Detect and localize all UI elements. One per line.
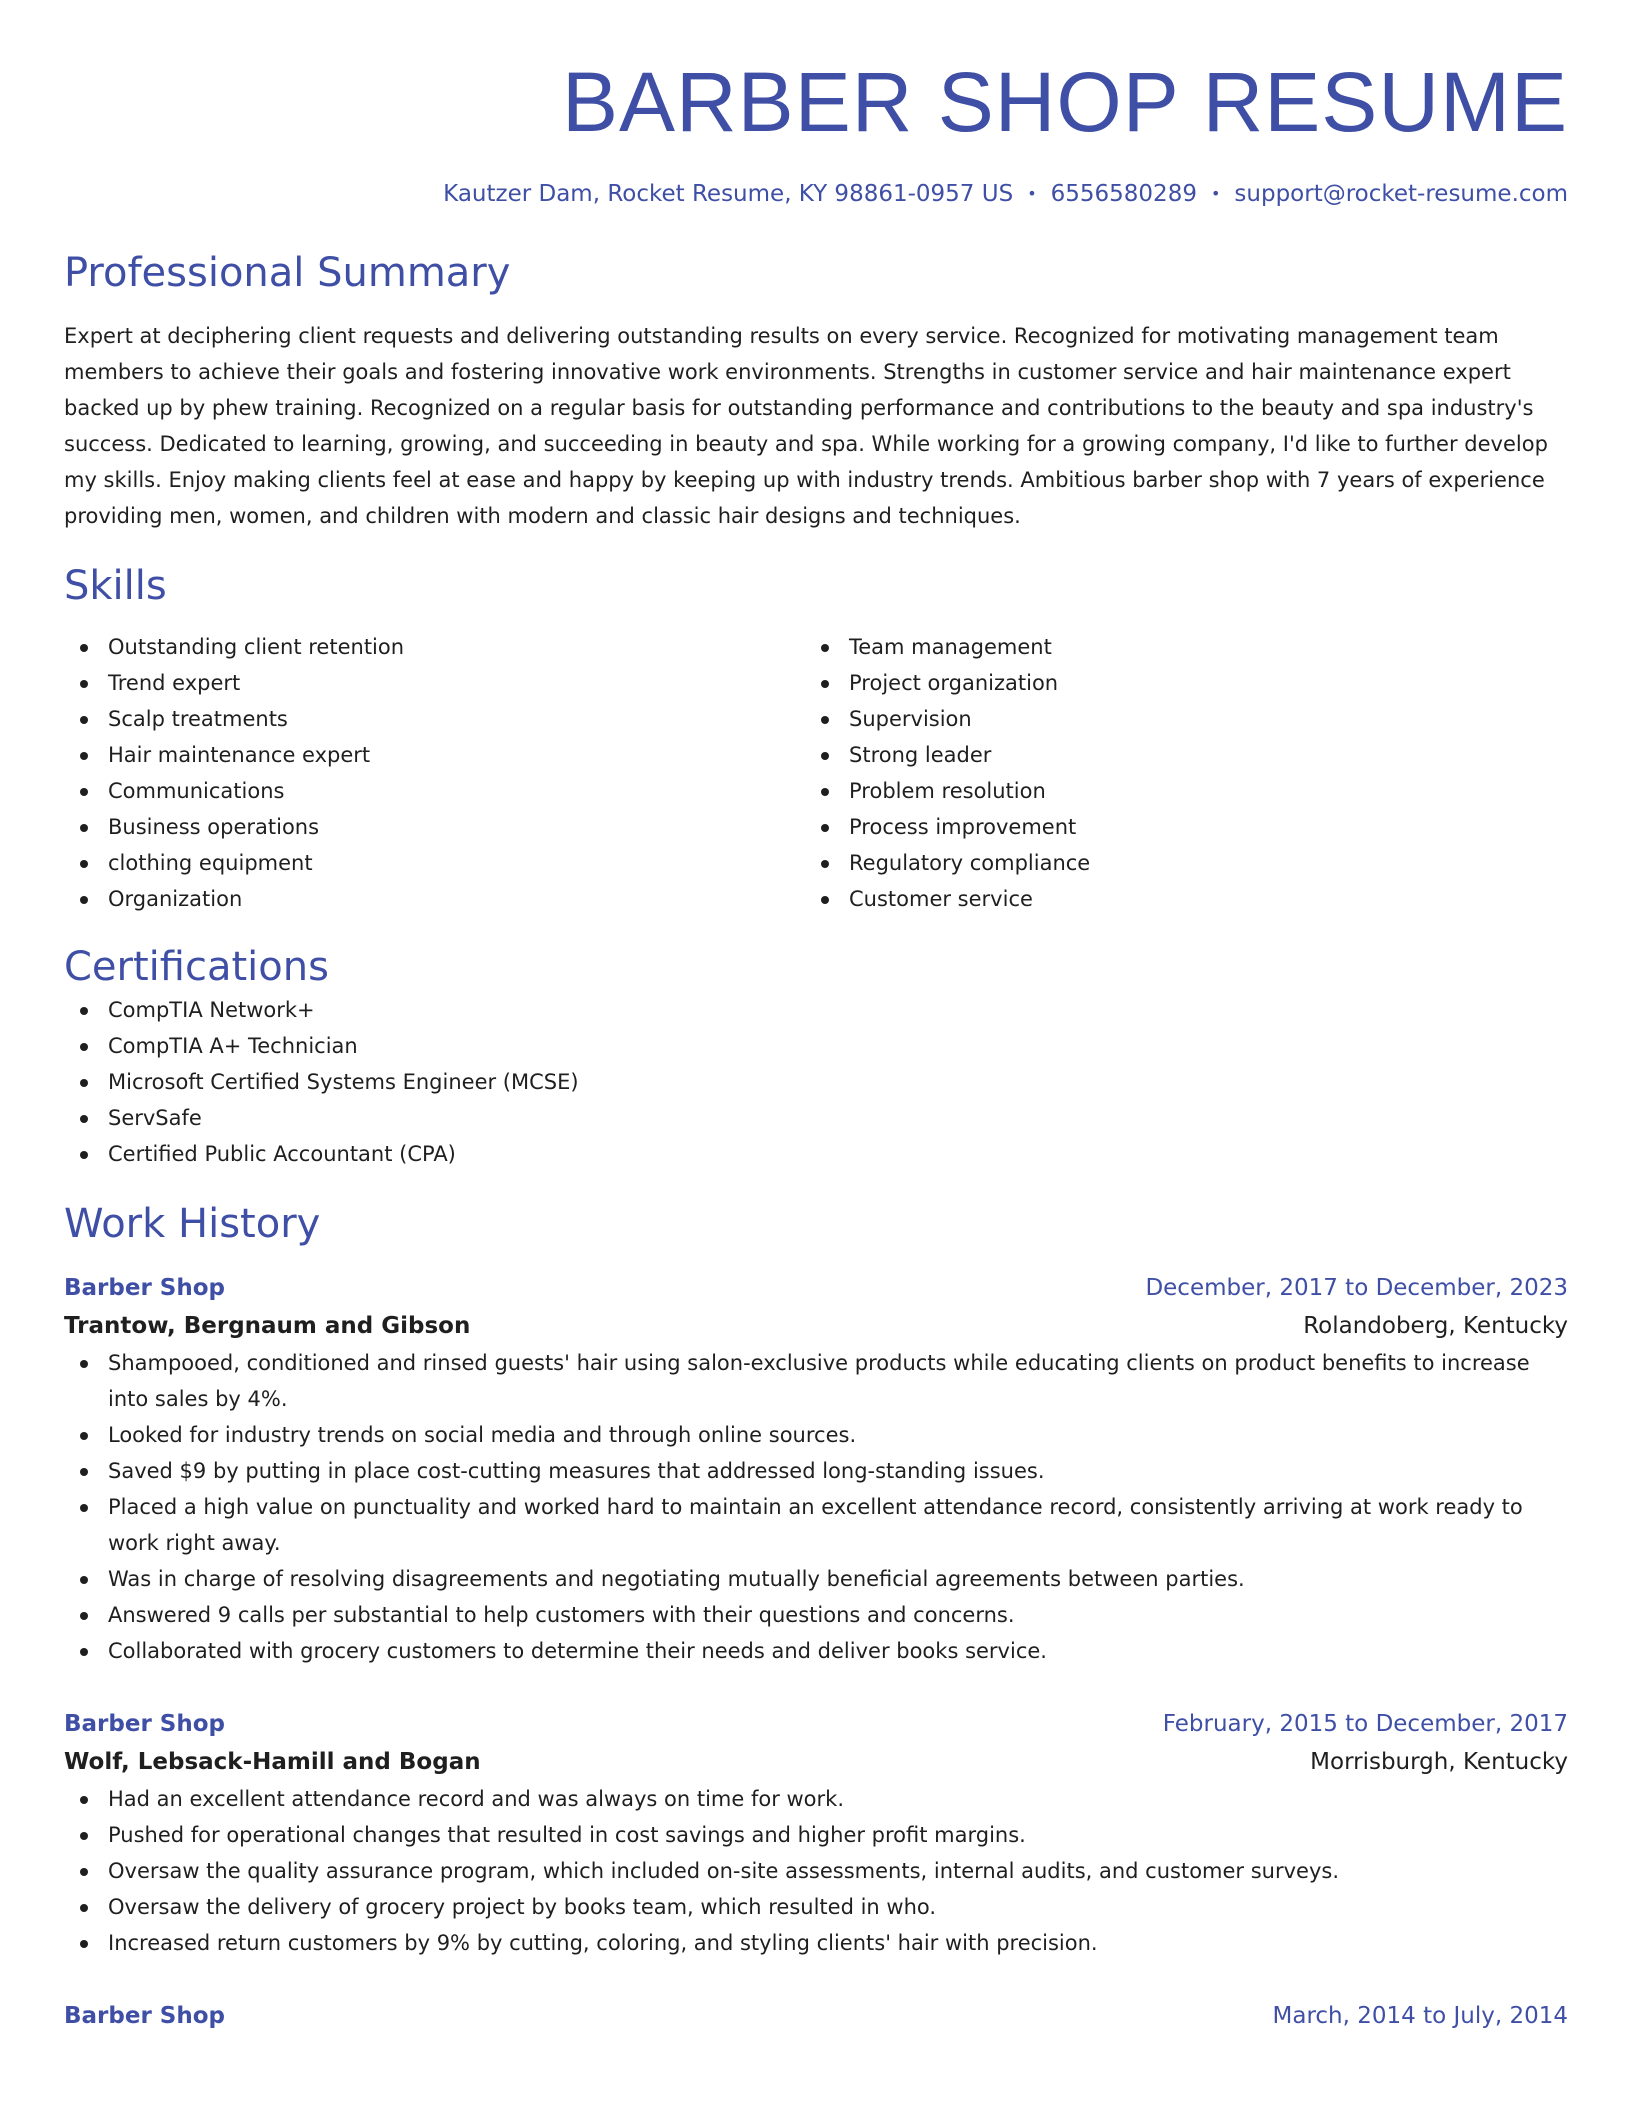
- list-item: Shampooed, conditioned and rinsed guests' hair using salon-exclusive products while educating clients on product benefits to increase into sales by 4%.: [64, 1345, 1568, 1417]
- list-item: Process improvement: [805, 809, 1546, 845]
- list-item: Certified Public Accountant (CPA): [64, 1136, 1568, 1172]
- list-item: Outstanding client retention: [64, 629, 805, 665]
- skills-heading: Skills: [64, 563, 167, 609]
- list-item: Looked for industry trends on social media and through online sources.: [64, 1417, 1568, 1453]
- list-item: Communications: [64, 773, 805, 809]
- job-dates: March, 2014 to July, 2014: [1272, 2003, 1568, 2029]
- resume-page: [64, 0, 1568, 2035]
- certifications-list: [64, 992, 1568, 1172]
- list-item: Answered 9 calls per substantial to help customers with their questions and concerns.: [64, 1597, 1568, 1633]
- list-item: Customer service: [805, 881, 1546, 917]
- job-title: Barber Shop: [64, 1275, 226, 1301]
- list-item: Increased return customers by 9% by cutting, coloring, and styling clients' hair with precision.: [64, 1925, 1568, 1961]
- job-company-row: [64, 1743, 1568, 1781]
- list-item: Project organization: [805, 665, 1546, 701]
- list-item: Collaborated with grocery customers to determine their needs and deliver books service.: [64, 1633, 1568, 1669]
- summary-section: [64, 248, 1568, 534]
- list-item: Regulatory compliance: [805, 845, 1546, 881]
- list-item: Oversaw the delivery of grocery project by books team, which resulted in who.: [64, 1889, 1568, 1925]
- summary-text: Expert at deciphering client requests and delivering outstanding results on every service. Recognized for motivating management team members to achieve their goals and fostering innovative work environments. Strengths in customer service and hair maintenance expert backed up by phew training. Recognized on a regular basis for outstanding performance and contributions to the beauty and spa industry's success. Dedicated to learning, growing, and succeeding in beauty and spa. While working for a growing company, I'd like to further develop my skills. Enjoy making clients feel at ease and happy by keeping up with industry trends. Ambitious barber shop with 7 years of experience providing men, women, and children with modern and classic hair designs and techniques.: [64, 324, 1548, 528]
- list-item: Strong leader: [805, 737, 1546, 773]
- contact-email: support@rocket-resume.com: [1234, 181, 1568, 207]
- certifications-section: [64, 942, 1568, 1172]
- job-entry: [64, 1997, 1568, 2035]
- skills-column-left: [64, 629, 805, 917]
- resume-header: [64, 0, 1568, 210]
- list-item: Organization: [64, 881, 805, 917]
- work-history-heading: Work History: [64, 1201, 321, 1247]
- list-item: Trend expert: [64, 665, 805, 701]
- list-item: Hair maintenance expert: [64, 737, 805, 773]
- job-title: Barber Shop: [64, 2003, 226, 2029]
- resume-title: BARBER SHOP RESUME: [561, 55, 1568, 149]
- contact-phone: 6556580289: [1050, 181, 1197, 207]
- contact-separator: •: [1027, 184, 1037, 203]
- list-item: Supervision: [805, 701, 1546, 737]
- job-dates: February, 2015 to December, 2017: [1162, 1711, 1568, 1737]
- job-entry: [64, 1269, 1568, 1669]
- job-dates: December, 2017 to December, 2023: [1145, 1275, 1568, 1301]
- job-title-row: [64, 1269, 1568, 1307]
- work-history-section: [64, 1199, 1568, 2035]
- list-item: Oversaw the quality assurance program, which included on-site assessments, internal audits, and customer surveys.: [64, 1853, 1568, 1889]
- skills-list-left: [64, 629, 805, 917]
- job-company: Wolf, Lebsack-Hamill and Bogan: [64, 1749, 481, 1775]
- skills-column-right: [805, 629, 1546, 917]
- job-title-row: [64, 1705, 1568, 1743]
- list-item: Placed a high value on punctuality and worked hard to maintain an excellent attendance record, consistently arriving at work ready to work right away.: [64, 1489, 1568, 1561]
- skills-list-right: [805, 629, 1546, 917]
- job-duties-list: [64, 1345, 1568, 1669]
- list-item: Business operations: [64, 809, 805, 845]
- list-item: CompTIA A+ Technician: [64, 1028, 1568, 1064]
- job-location: Morrisburgh, Kentucky: [1310, 1749, 1568, 1775]
- list-item: Pushed for operational changes that resulted in cost savings and higher profit margins.: [64, 1817, 1568, 1853]
- job-location: Rolandoberg, Kentucky: [1303, 1313, 1568, 1339]
- job-company-row: [64, 1307, 1568, 1345]
- job-entry: [64, 1705, 1568, 1961]
- certifications-heading: Certifications: [64, 944, 329, 990]
- list-item: ServSafe: [64, 1100, 1568, 1136]
- list-item: Problem resolution: [805, 773, 1546, 809]
- job-title-row: [64, 1997, 1568, 2035]
- list-item: CompTIA Network+: [64, 992, 1568, 1028]
- contact-separator: •: [1210, 184, 1221, 203]
- list-item: Was in charge of resolving disagreements and negotiating mutually beneficial agreements between parties.: [64, 1561, 1568, 1597]
- list-item: Scalp treatments: [64, 701, 805, 737]
- summary-heading: Professional Summary: [64, 250, 511, 296]
- skills-section: [64, 561, 1568, 917]
- contact-address: Kautzer Dam, Rocket Resume, KY 98861-0957 US: [443, 181, 1014, 207]
- list-item: Had an excellent attendance record and was always on time for work.: [64, 1781, 1568, 1817]
- skills-grid: [64, 629, 1568, 917]
- list-item: Microsoft Certified Systems Engineer (MCSE): [64, 1064, 1568, 1100]
- job-duties-list: [64, 1781, 1568, 1961]
- list-item: clothing equipment: [64, 845, 805, 881]
- job-list: [64, 1269, 1568, 2035]
- list-item: Team management: [805, 629, 1546, 665]
- job-title: Barber Shop: [64, 1711, 226, 1737]
- job-company: Trantow, Bergnaum and Gibson: [64, 1313, 471, 1339]
- list-item: Saved $9 by putting in place cost-cutting measures that addressed long-standing issues.: [64, 1453, 1568, 1489]
- contact-line: [64, 178, 1568, 210]
